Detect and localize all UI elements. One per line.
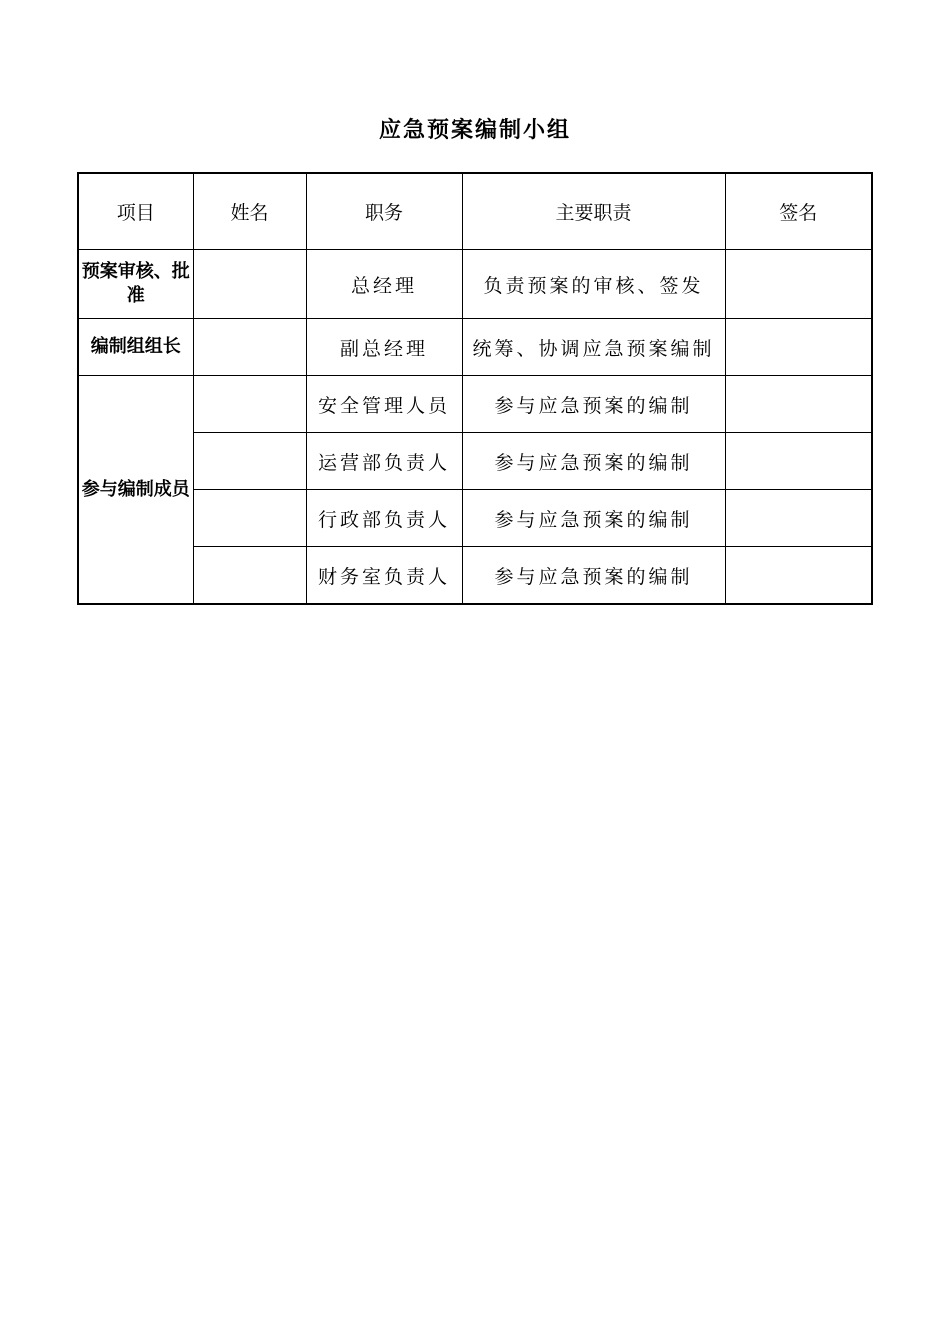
- item-cell: 预案审核、批准: [78, 250, 193, 319]
- position-cell: 安全管理人员: [306, 376, 462, 433]
- name-cell: [193, 547, 306, 605]
- name-cell: [193, 250, 306, 319]
- name-cell: [193, 490, 306, 547]
- position-cell: 运营部负责人: [306, 433, 462, 490]
- item-cell: 编制组组长: [78, 319, 193, 376]
- signature-cell: [725, 250, 872, 319]
- duty-cell: 负责预案的审核、签发: [462, 250, 725, 319]
- duty-cell: 参与应急预案的编制: [462, 490, 725, 547]
- table-row: [78, 250, 872, 319]
- duty-cell: 参与应急预案的编制: [462, 433, 725, 490]
- signature-cell: [725, 376, 872, 433]
- header-row: [78, 173, 872, 250]
- duty-cell: 参与应急预案的编制: [462, 376, 725, 433]
- signature-cell: [725, 319, 872, 376]
- header-item: 项目: [78, 173, 193, 250]
- duty-cell: 参与应急预案的编制: [462, 547, 725, 605]
- table-row: [78, 376, 872, 433]
- table-row: [78, 433, 872, 490]
- table-row: [78, 547, 872, 605]
- duty-cell: 统筹、协调应急预案编制: [462, 319, 725, 376]
- name-cell: [193, 433, 306, 490]
- team-table: [77, 172, 873, 605]
- position-cell: 总经理: [306, 250, 462, 319]
- header-signature: 签名: [725, 173, 872, 250]
- header-name: 姓名: [193, 173, 306, 250]
- header-duty: 主要职责: [462, 173, 725, 250]
- item-cell: 参与编制成员: [78, 376, 193, 605]
- name-cell: [193, 319, 306, 376]
- signature-cell: [725, 433, 872, 490]
- position-cell: 副总经理: [306, 319, 462, 376]
- position-cell: 财务室负责人: [306, 547, 462, 605]
- header-position: 职务: [306, 173, 462, 250]
- name-cell: [193, 376, 306, 433]
- page-title: 应急预案编制小组: [378, 118, 571, 143]
- table-row: [78, 490, 872, 547]
- position-cell: 行政部负责人: [306, 490, 462, 547]
- table-row: [78, 319, 872, 376]
- signature-cell: [725, 547, 872, 605]
- signature-cell: [725, 490, 872, 547]
